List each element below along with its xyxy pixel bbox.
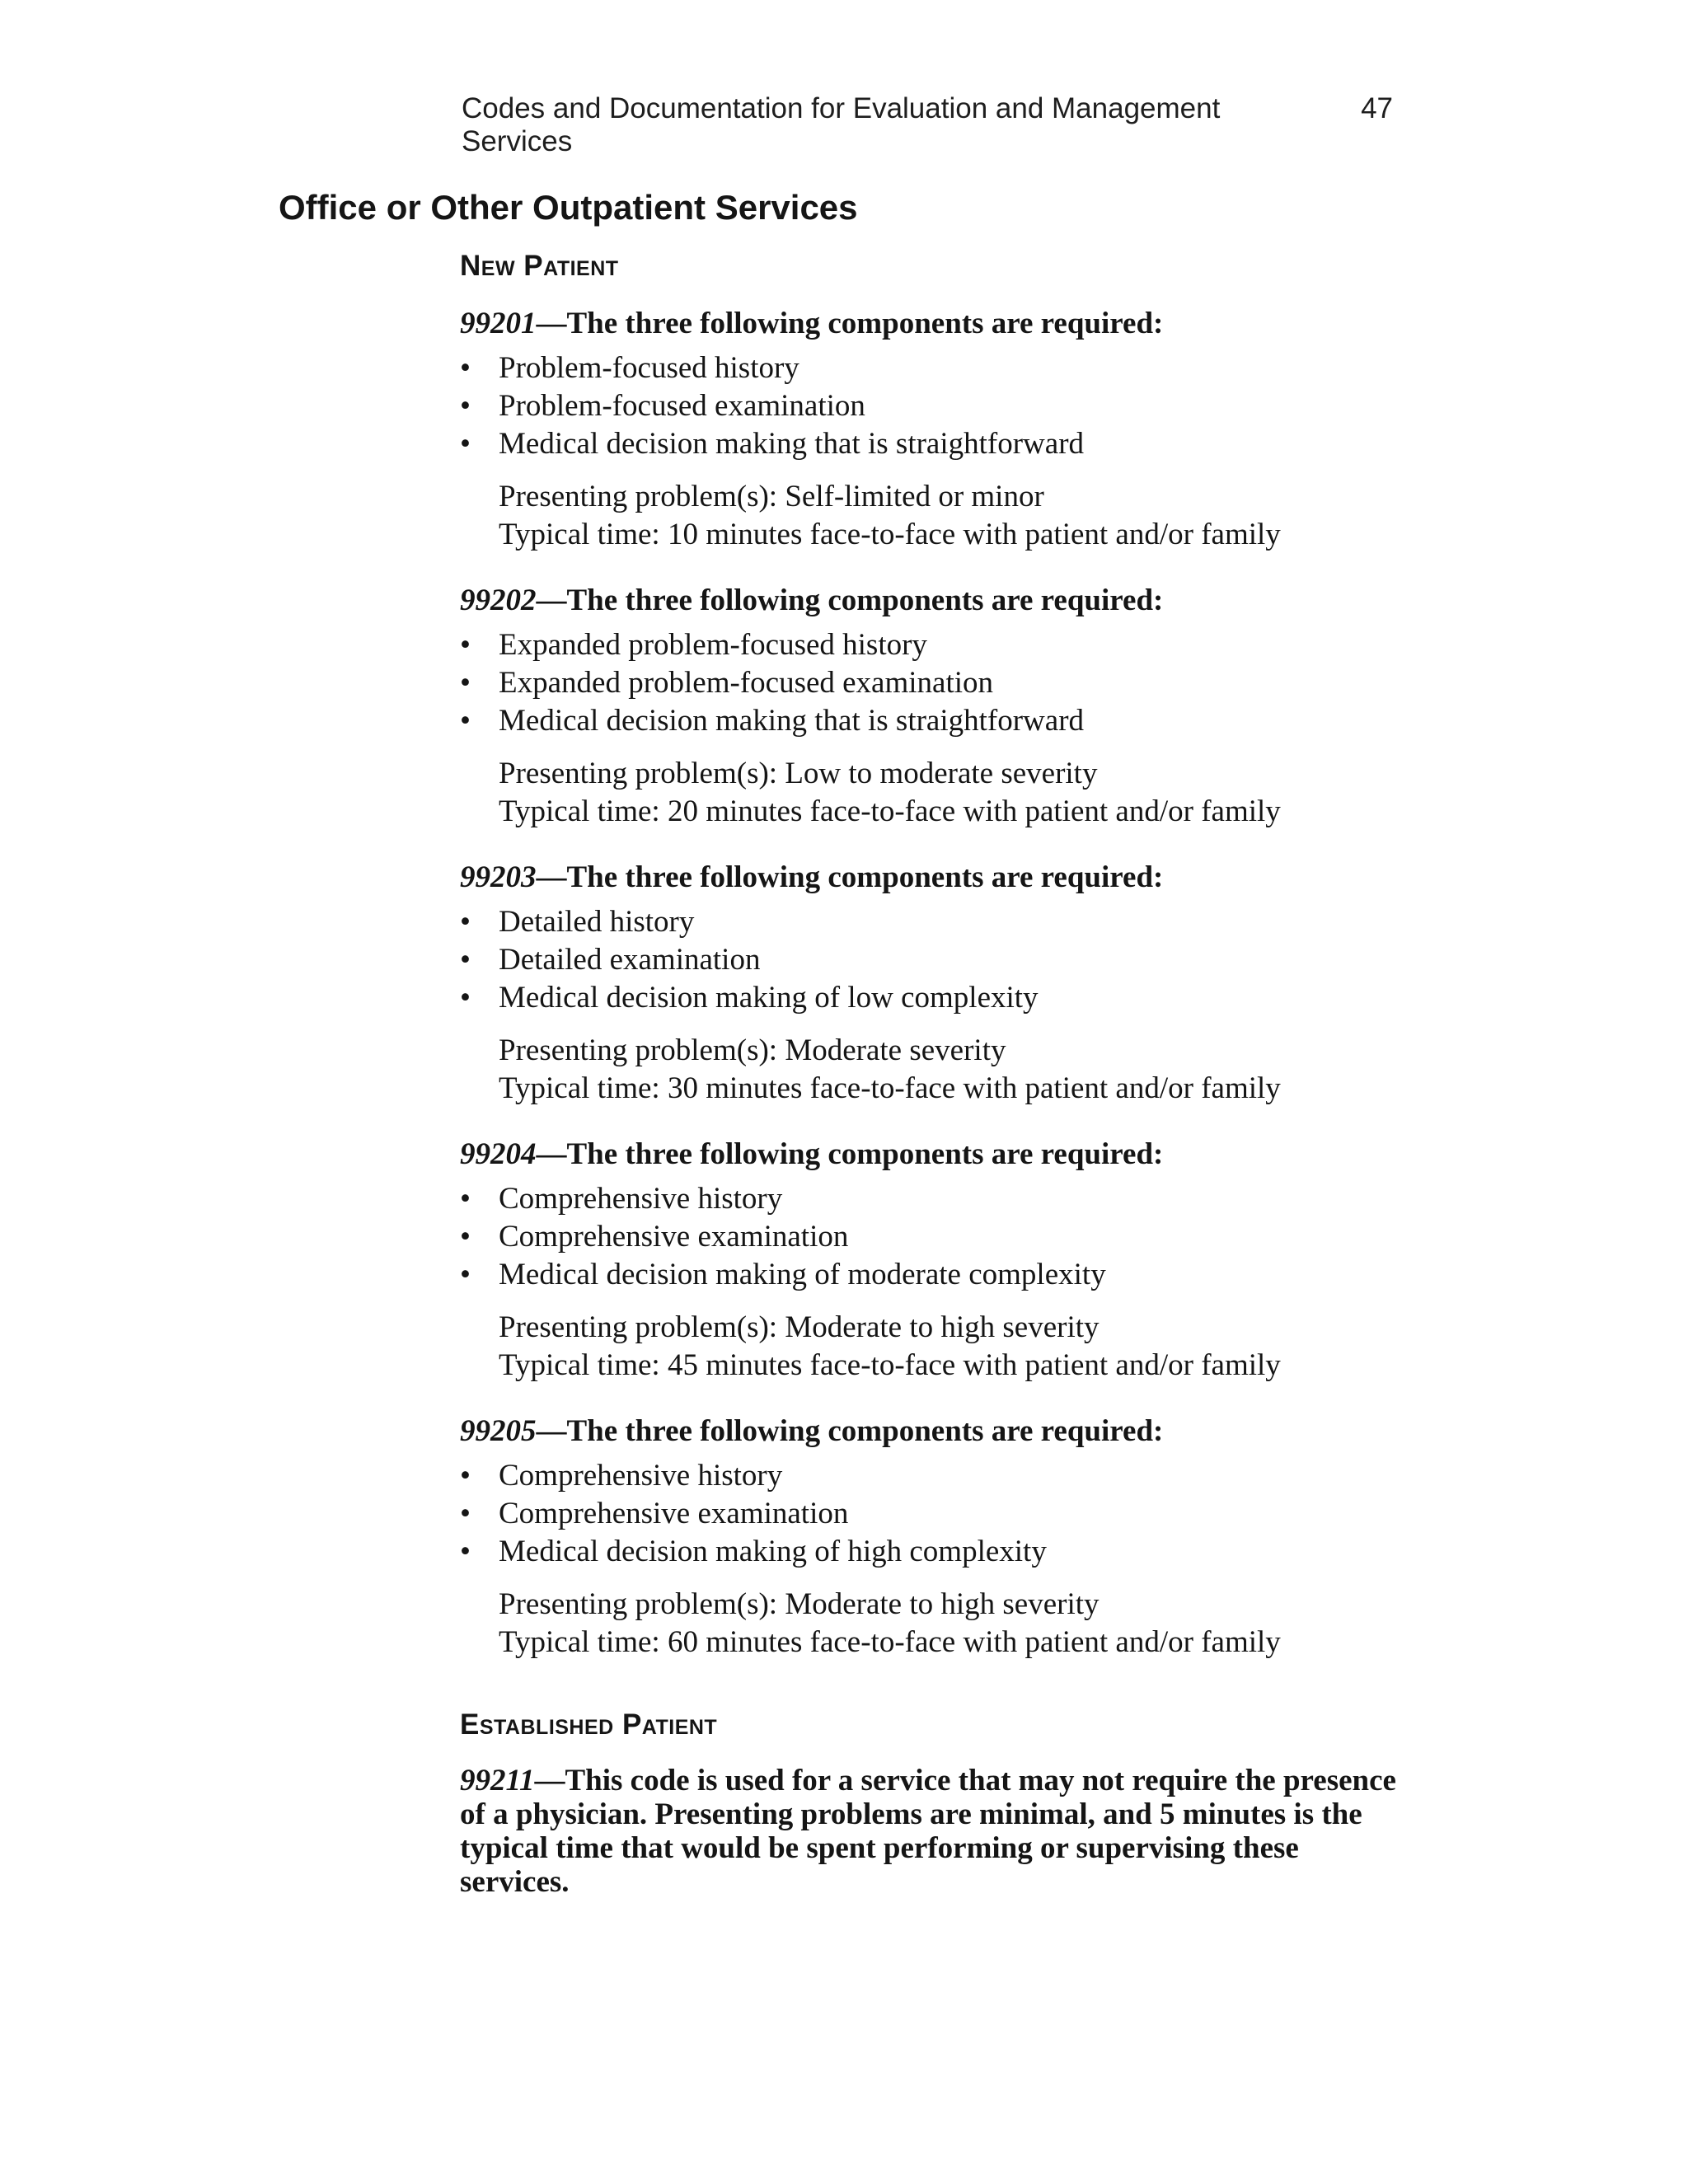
- list-item-text: Medical decision making of high complexity: [499, 1535, 1047, 1568]
- typical-time: Typical time: 10 minutes face-to-face with patient and/or family: [499, 518, 1281, 551]
- code-note-text: —This code is used for a service that may not require the presence of a physician. Presenting problems are minimal, and 5 minutes is the typical time that would be spent performing or supervising these services.: [460, 1764, 1396, 1899]
- bullet-icon: •: [460, 1535, 471, 1568]
- list-item: [460, 1256, 1400, 1294]
- list-item: [460, 425, 1400, 463]
- code-number: 99204: [460, 1137, 537, 1171]
- typical-time: Typical time: 60 minutes face-to-face with patient and/or family: [499, 1625, 1281, 1659]
- list-item-text: Comprehensive history: [499, 1459, 783, 1493]
- code-number: 99202: [460, 583, 537, 617]
- list-item-text: Problem-focused examination: [499, 389, 865, 423]
- code-lead: —The three following components are required:: [536, 1137, 1164, 1171]
- bullet-icon: •: [460, 905, 471, 939]
- typical-time: Typical time: 45 minutes face-to-face with patient and/or family: [499, 1348, 1281, 1382]
- list-item: [460, 1533, 1400, 1571]
- code-number: 99205: [460, 1414, 537, 1448]
- list-item-text: Problem-focused history: [499, 351, 799, 385]
- component-list: [460, 903, 1400, 1017]
- list-item: [460, 349, 1400, 387]
- list-item: [460, 1180, 1400, 1218]
- code-lead: —The three following components are required:: [536, 307, 1164, 340]
- section-title: Office or Other Outpatient Services: [279, 188, 858, 227]
- code-block: [460, 859, 1400, 1108]
- bullet-icon: •: [460, 628, 471, 662]
- bullet-icon: •: [460, 1182, 471, 1216]
- presenting-problem: Presenting problem(s): Self-limited or minor: [499, 480, 1044, 513]
- code-block: [460, 1413, 1400, 1661]
- established-patient-section: [460, 1706, 1400, 1899]
- bullet-icon: •: [460, 389, 471, 423]
- list-item-text: Expanded problem-focused examination: [499, 666, 994, 700]
- typical-time: Typical time: 20 minutes face-to-face with patient and/or family: [499, 794, 1281, 828]
- bullet-icon: •: [460, 943, 471, 977]
- list-item: [460, 941, 1400, 979]
- code-line: [460, 1413, 1400, 1451]
- list-item: [460, 1457, 1400, 1495]
- code-block: [460, 582, 1400, 831]
- list-item-text: Detailed history: [499, 905, 695, 939]
- list-item: [460, 903, 1400, 941]
- code-lead: —The three following components are required:: [536, 860, 1164, 894]
- code-number: 99201: [460, 307, 537, 340]
- code-line: [460, 582, 1400, 620]
- list-item-text: Comprehensive examination: [499, 1220, 849, 1254]
- component-list: [460, 626, 1400, 740]
- code-detail: [460, 1586, 1400, 1661]
- established-code-note: [460, 1764, 1400, 1899]
- established-patient-heading: Established Patient: [460, 1708, 718, 1741]
- code-detail: [460, 755, 1400, 831]
- list-item: [460, 387, 1400, 425]
- code-block: [460, 305, 1400, 554]
- presenting-problem: Presenting problem(s): Moderate severity: [499, 1033, 1006, 1067]
- code-number: 99211: [460, 1764, 535, 1797]
- running-header: [462, 92, 1393, 158]
- code-detail: [460, 1032, 1400, 1108]
- code-block: [460, 1136, 1400, 1385]
- code-lead: —The three following components are required:: [536, 583, 1164, 617]
- list-item: [460, 1495, 1400, 1533]
- list-item-text: Medical decision making that is straightforward: [499, 704, 1085, 738]
- bullet-icon: •: [460, 704, 471, 738]
- list-item-text: Comprehensive examination: [499, 1497, 849, 1530]
- list-item-text: Comprehensive history: [499, 1182, 783, 1216]
- code-line: [460, 1136, 1400, 1174]
- list-item-text: Medical decision making of low complexity: [499, 981, 1039, 1015]
- code-line: [460, 305, 1400, 343]
- code-line: [460, 859, 1400, 897]
- list-item: [460, 626, 1400, 664]
- bullet-icon: •: [460, 981, 471, 1015]
- presenting-problem: Presenting problem(s): Moderate to high severity: [499, 1587, 1100, 1621]
- list-item-text: Expanded problem-focused history: [499, 628, 927, 662]
- bullet-icon: •: [460, 427, 471, 461]
- list-item-text: Detailed examination: [499, 943, 761, 977]
- list-item: [460, 979, 1400, 1017]
- typical-time: Typical time: 30 minutes face-to-face with patient and/or family: [499, 1071, 1281, 1105]
- content-column: [460, 247, 1400, 1899]
- list-item: [460, 1218, 1400, 1256]
- code-number: 99203: [460, 860, 537, 894]
- code-detail: [460, 1309, 1400, 1385]
- list-item: [460, 702, 1400, 740]
- presenting-problem: Presenting problem(s): Low to moderate severity: [499, 757, 1098, 790]
- list-item-text: Medical decision making that is straightforward: [499, 427, 1085, 461]
- page-number: 47: [1361, 92, 1393, 124]
- component-list: [460, 1180, 1400, 1294]
- new-patient-heading: New Patient: [460, 250, 619, 282]
- bullet-icon: •: [460, 1258, 471, 1291]
- presenting-problem: Presenting problem(s): Moderate to high severity: [499, 1310, 1100, 1344]
- code-detail: [460, 478, 1400, 554]
- bullet-icon: •: [460, 1220, 471, 1254]
- code-lead: —The three following components are required:: [536, 1414, 1164, 1448]
- bullet-icon: •: [460, 351, 471, 385]
- bullet-icon: •: [460, 666, 471, 700]
- bullet-icon: •: [460, 1459, 471, 1493]
- list-item: [460, 664, 1400, 702]
- running-title: Codes and Documentation for Evaluation and Management Services: [462, 92, 1221, 157]
- list-item-text: Medical decision making of moderate complexity: [499, 1258, 1106, 1291]
- bullet-icon: •: [460, 1497, 471, 1530]
- component-list: [460, 349, 1400, 463]
- component-list: [460, 1457, 1400, 1571]
